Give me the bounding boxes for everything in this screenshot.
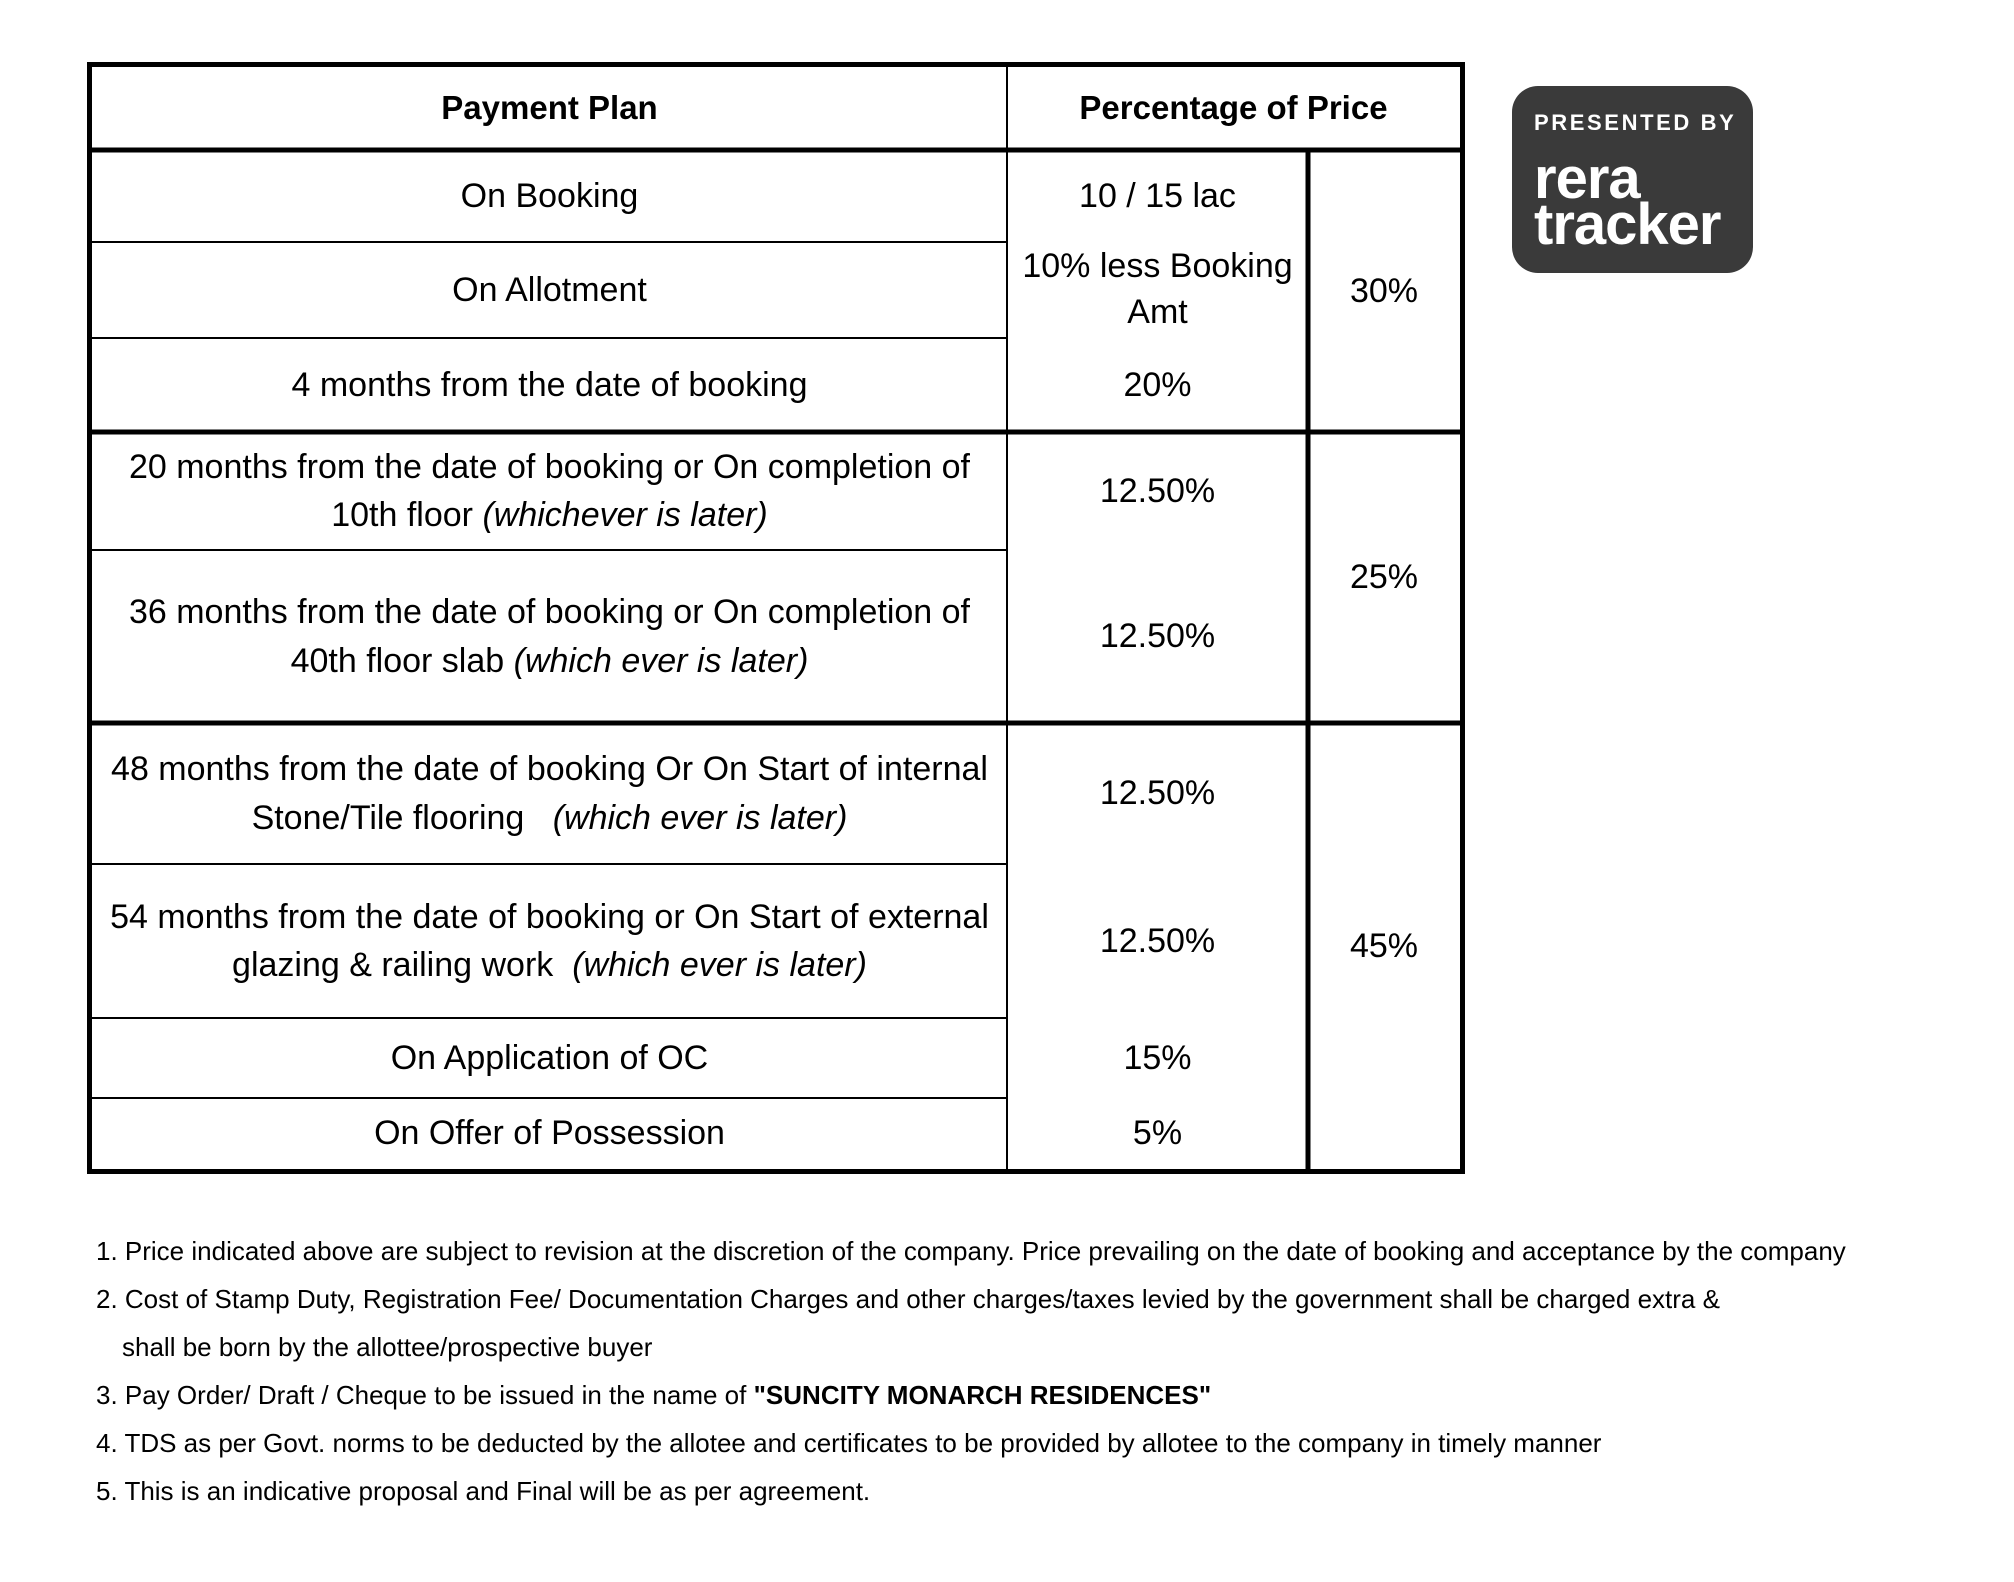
note-item: 5. This is an indicative proposal and Final will be as per agreement. bbox=[96, 1476, 871, 1506]
value-cell: 12.50% bbox=[1099, 921, 1216, 960]
plan-note: (which ever is later) bbox=[572, 946, 867, 984]
note-item-continuation: shall be born by the allottee/prospective buyer bbox=[122, 1332, 653, 1362]
plan-line: 48 months from the date of booking Or On Start of internal bbox=[111, 750, 988, 789]
plan-cell: 4 months from the date of booking bbox=[291, 365, 808, 404]
value-line: Amt bbox=[1127, 293, 1188, 331]
logo-line: rera bbox=[1534, 146, 1640, 211]
plan-text: glazing & railing work bbox=[232, 946, 554, 984]
plan-text: 10th floor bbox=[331, 496, 473, 534]
plan-cell: On Allotment bbox=[452, 270, 647, 309]
note-item: 1. Price indicated above are subject to revision at the discretion of the company. Price prevailing on the date of booking and acceptance by the company bbox=[96, 1236, 1846, 1266]
header-payment-plan: Payment Plan bbox=[441, 89, 658, 127]
presented-by-label: PRESENTED BY bbox=[1534, 110, 1737, 135]
value-cell bbox=[1007, 242, 1308, 338]
plan-cell: On Offer of Possession bbox=[374, 1114, 725, 1153]
value-cell: 12.50% bbox=[1099, 774, 1216, 813]
rera-tracker-badge bbox=[1512, 86, 1753, 273]
value-cell: 10 / 15 lac bbox=[1079, 176, 1236, 215]
plan-note: (whichever is later) bbox=[482, 496, 768, 534]
note-text: 3. Pay Order/ Draft / Cheque to be issued in the name of bbox=[96, 1380, 754, 1410]
header-percentage: Percentage of Price bbox=[1079, 89, 1388, 127]
plan-line: 54 months from the date of booking or On Start of external bbox=[110, 897, 989, 936]
value-cell: 5% bbox=[1132, 1114, 1183, 1153]
rera-tracker-logo bbox=[1534, 146, 1753, 258]
plan-note: (which ever is later) bbox=[513, 641, 809, 680]
plan-line: 36 months from the date of booking or On completion of bbox=[128, 593, 971, 632]
group-total-cell: 45% bbox=[1349, 926, 1419, 965]
plan-line: 20 months from the date of booking or On completion of bbox=[128, 447, 971, 486]
group-total-cell: 30% bbox=[1349, 271, 1419, 310]
note-item bbox=[96, 1371, 1996, 1419]
plan-cell bbox=[92, 550, 1007, 723]
plan-cell: On Booking bbox=[460, 176, 639, 215]
plan-text: 40th floor slab bbox=[290, 641, 505, 680]
group-total-cell: 25% bbox=[1349, 558, 1419, 597]
plan-line bbox=[331, 491, 768, 539]
value-cell: 20% bbox=[1123, 365, 1192, 404]
plan-note: (which ever is later) bbox=[552, 798, 848, 837]
plan-line bbox=[291, 637, 809, 685]
value-cell: 15% bbox=[1123, 1038, 1192, 1077]
plan-line bbox=[232, 941, 867, 989]
payment-plan-table bbox=[87, 62, 1465, 1174]
value-line: 10% less Booking bbox=[1022, 247, 1293, 286]
logo-line: tracker bbox=[1534, 192, 1721, 258]
note-item: 4. TDS as per Govt. norms to be deducted by the allotee and certificates to be provided by allotee to the company in timely manner bbox=[96, 1428, 1602, 1458]
plan-line bbox=[252, 794, 848, 842]
value-cell: 12.50% bbox=[1099, 617, 1216, 656]
plan-cell bbox=[92, 723, 1007, 864]
plan-text: Stone/Tile flooring bbox=[251, 798, 525, 837]
note-item: 2. Cost of Stamp Duty, Registration Fee/ Documentation Charges and other charges/taxes levied by the government shall be charged extra & bbox=[96, 1284, 1720, 1314]
terms-notes bbox=[96, 1227, 1996, 1515]
plan-cell bbox=[92, 432, 1007, 550]
value-cell: 12.50% bbox=[1099, 471, 1216, 510]
plan-cell: On Application of OC bbox=[390, 1038, 709, 1077]
plan-cell bbox=[92, 864, 1007, 1018]
payee-name: "SUNCITY MONARCH RESIDENCES" bbox=[753, 1380, 1212, 1410]
